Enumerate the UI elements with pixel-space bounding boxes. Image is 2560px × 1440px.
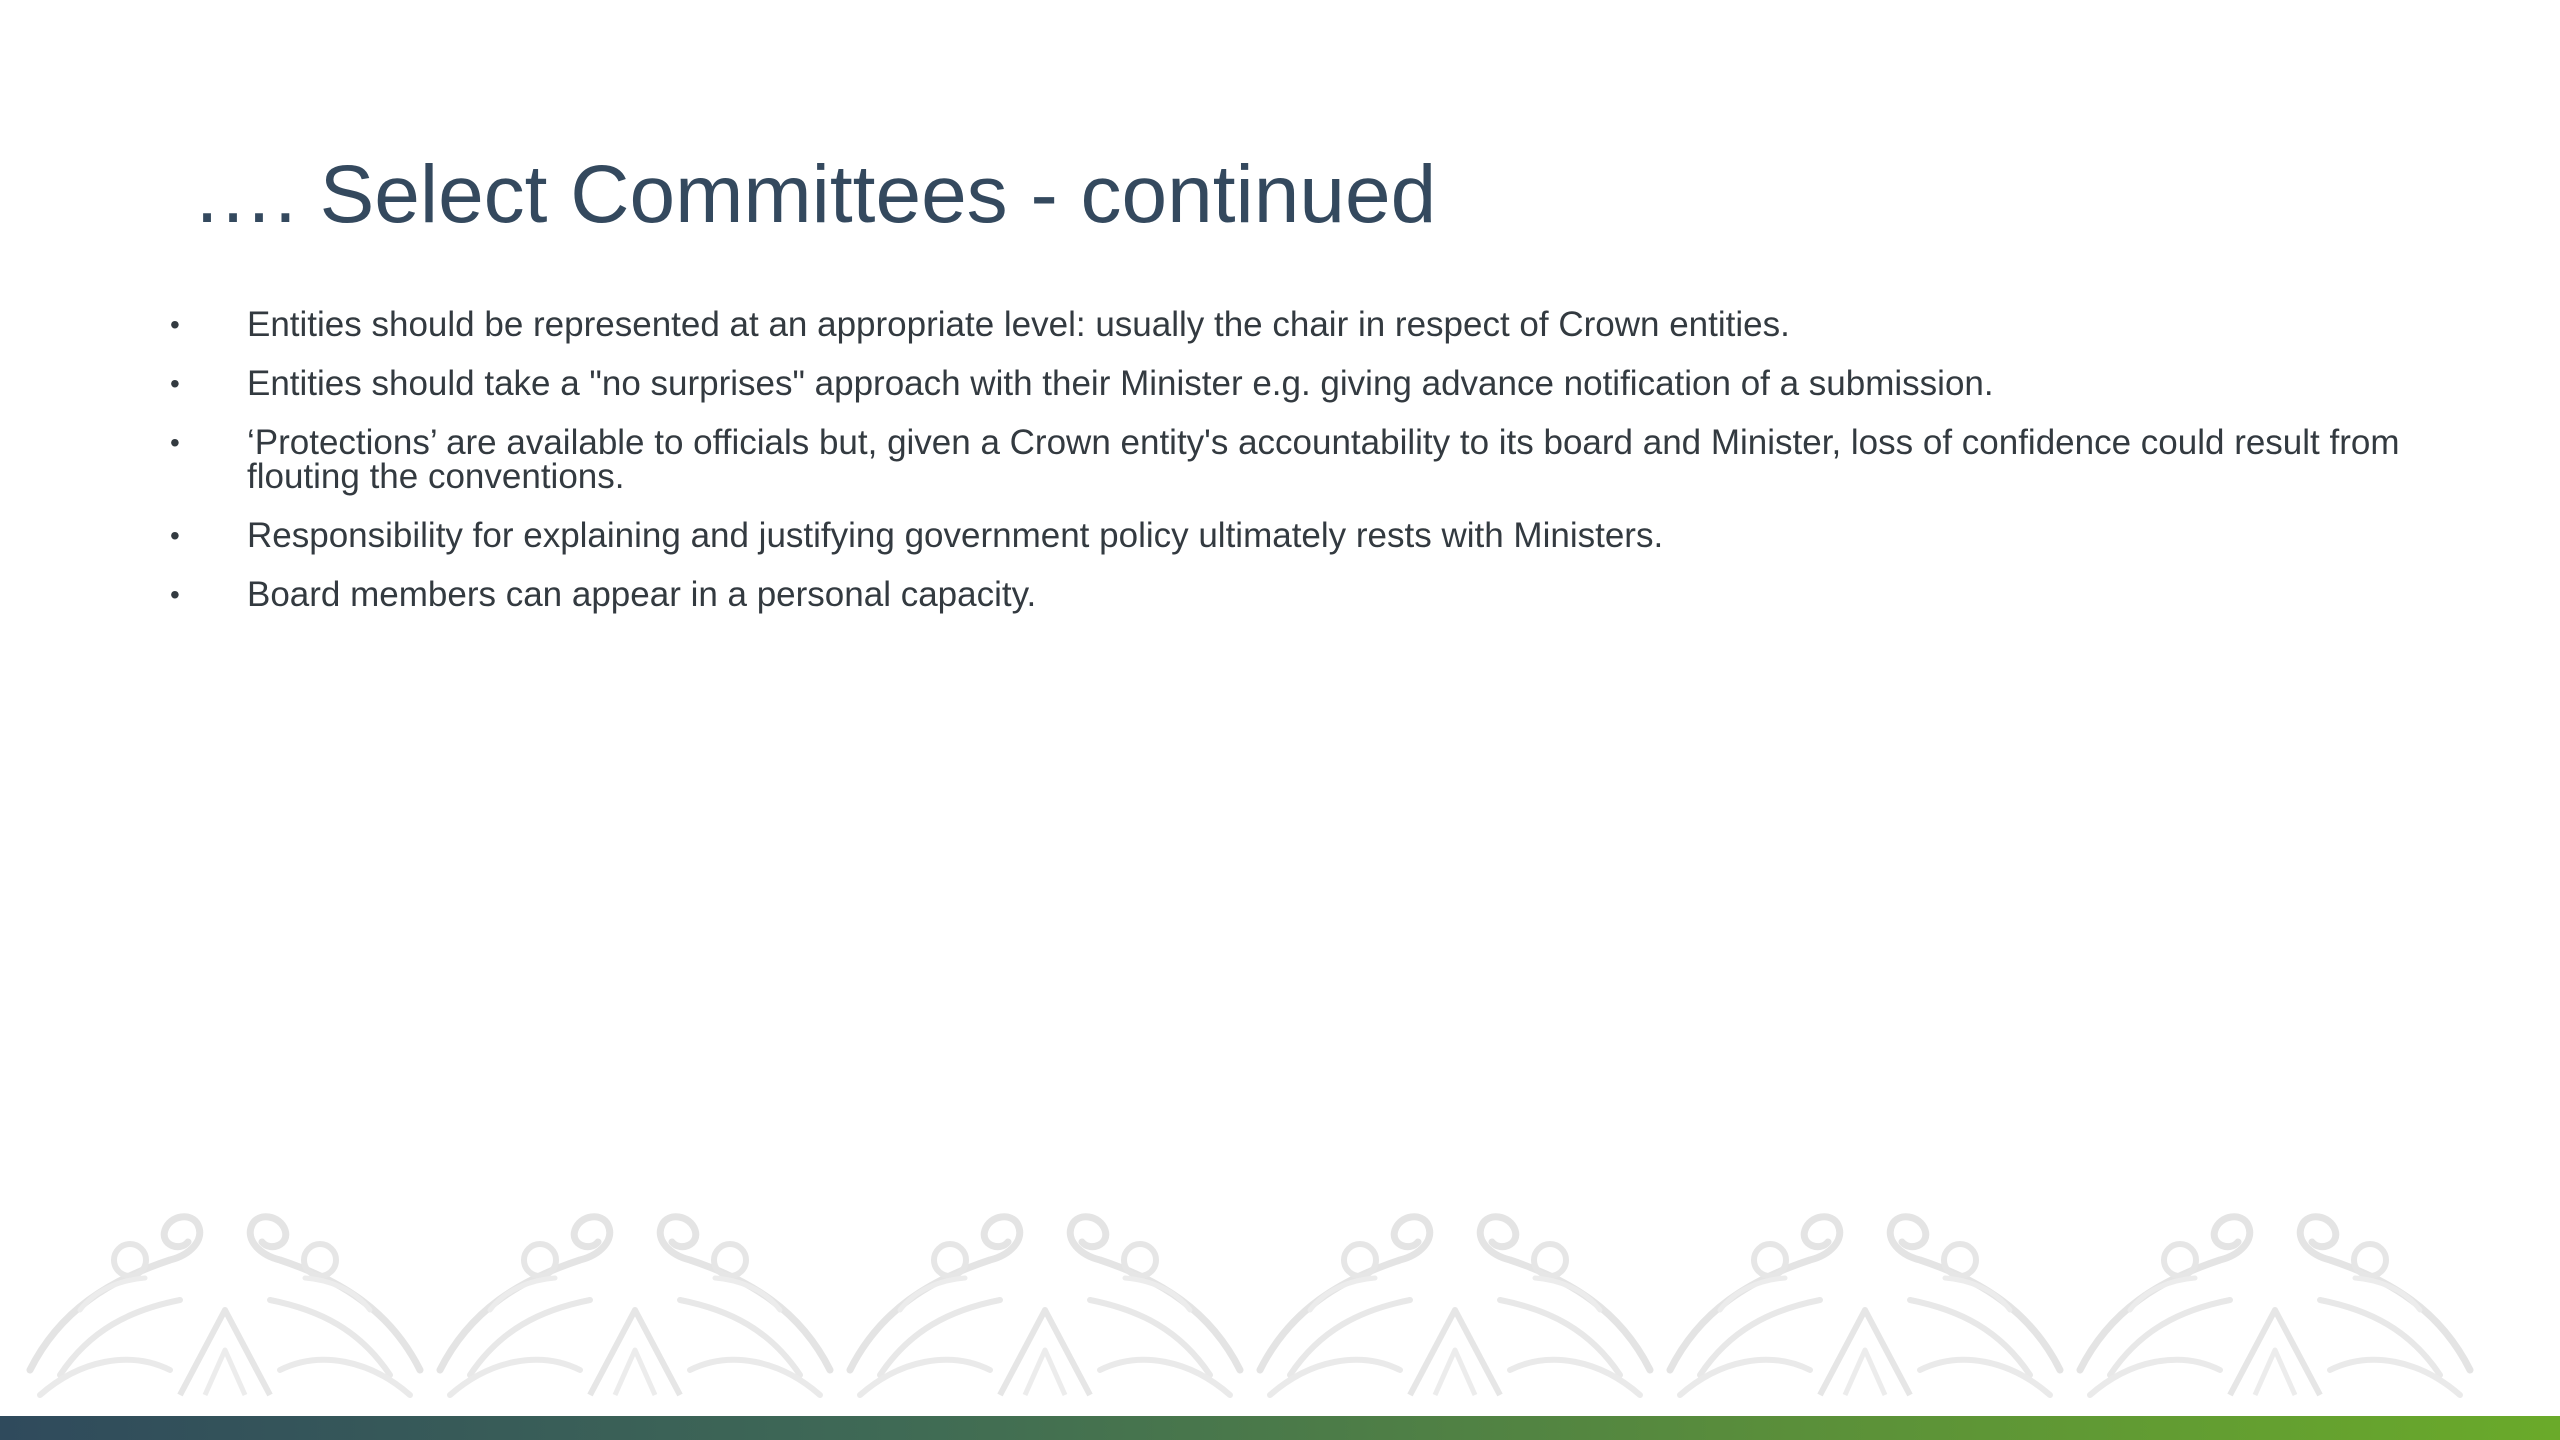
bullet-text: Board members can appear in a personal capacity.: [247, 575, 1037, 614]
list-item: [170, 305, 2400, 344]
list-item: [170, 423, 2400, 496]
list-item: [170, 516, 2400, 555]
maori-kowhaiwhai-pattern-icon: [0, 1200, 2560, 1410]
slide-title: …. Select Committees - continued: [192, 149, 1437, 240]
bullet-text: Entities should be represented at an appropriate level: usually the chair in respect of Crown entities.: [247, 305, 1790, 344]
bullet-text: ‘Protections’ are available to officials but, given a Crown entity's accountability to its board and Minister, loss of confidence could result from flouting the conventions.: [247, 423, 2400, 496]
list-item: [170, 575, 2400, 614]
bullet-icon: •: [170, 427, 180, 458]
bullet-icon: •: [170, 520, 180, 551]
bullet-icon: •: [170, 309, 180, 340]
bullet-list: [170, 305, 2400, 637]
bullet-text: Responsibility for explaining and justifying government policy ultimately rests with Ministers.: [247, 516, 1664, 555]
bullet-icon: •: [170, 579, 180, 610]
bullet-text: Entities should take a "no surprises" approach with their Minister e.g. giving advance notification of a submission.: [247, 364, 1994, 403]
bottom-gradient-bar: [0, 1416, 2560, 1440]
bullet-icon: •: [170, 368, 180, 399]
list-item: [170, 364, 2400, 403]
